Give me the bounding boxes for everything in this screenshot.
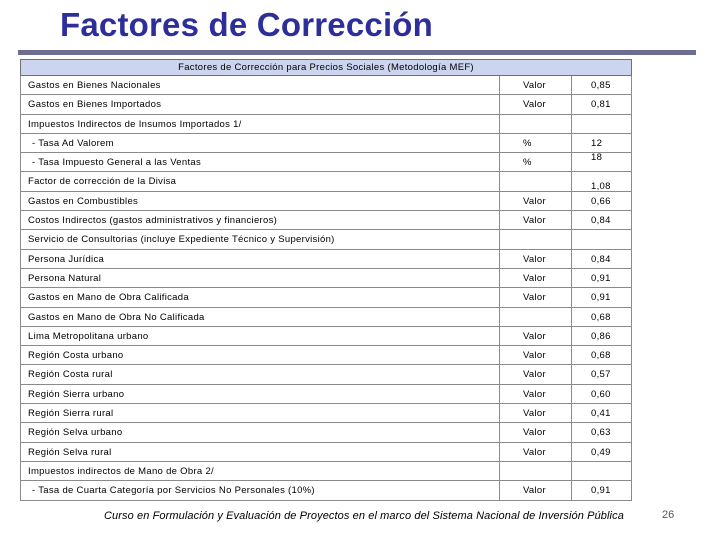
table-row (20, 423, 632, 442)
row-value: 0,68 (591, 350, 611, 362)
row-label: Gastos en Bienes Importados (28, 99, 162, 111)
column-divider (499, 95, 500, 113)
column-divider (499, 134, 500, 152)
row-unit: Valor (523, 253, 546, 265)
row-label: Región Sierra urbano (28, 388, 125, 400)
row-unit: Valor (523, 369, 546, 381)
row-unit: Valor (523, 272, 546, 284)
column-divider (571, 443, 572, 461)
table-row (20, 76, 632, 95)
row-value: 0,91 (591, 292, 611, 304)
column-divider (571, 365, 572, 383)
page-number: 26 (662, 509, 675, 521)
column-divider (499, 346, 500, 364)
course-footer: Curso en Formulación y Evaluación de Proyectos en el marco del Sistema Nacional de Inversión Pública (104, 510, 624, 522)
row-value: 1,08 (591, 181, 611, 193)
row-label: - Tasa Impuesto General a las Ventas (32, 157, 202, 169)
table-row (20, 95, 632, 114)
table-row (20, 288, 632, 307)
row-unit: Valor (523, 350, 546, 362)
column-divider (571, 76, 572, 94)
row-unit: Valor (523, 80, 546, 91)
column-divider (499, 192, 500, 210)
row-label: - Tasa de Cuarta Categoría por Servicios No Personales (10%) (32, 485, 315, 497)
row-label: Persona Jurídica (28, 253, 105, 265)
column-divider (571, 153, 572, 171)
row-label: Región Sierra rural (28, 408, 114, 420)
column-divider (499, 423, 500, 441)
row-label: Gastos en Bienes Nacionales (28, 80, 161, 91)
row-value: 0,85 (591, 80, 611, 91)
row-value: 0,91 (591, 272, 611, 284)
row-value: 0,41 (591, 408, 611, 420)
table-row (20, 308, 632, 327)
column-divider (499, 153, 500, 171)
column-divider (571, 115, 572, 133)
table-row (20, 327, 632, 346)
table-row (20, 385, 632, 404)
table-body (20, 76, 632, 501)
table-row (20, 211, 632, 230)
column-divider (499, 404, 500, 422)
column-divider (571, 211, 572, 229)
column-divider (499, 76, 500, 94)
table-row (20, 230, 632, 249)
row-label: Gastos en Mano de Obra Calificada (28, 292, 189, 304)
row-value: 0,91 (591, 485, 611, 497)
table-row (20, 134, 632, 153)
row-value: 0,63 (591, 427, 611, 439)
column-divider (571, 192, 572, 210)
row-label: Servicio de Consultorias (incluye Expediente Técnico y Supervisión) (28, 234, 335, 246)
row-label: Región Selva rural (28, 446, 112, 458)
column-divider (571, 95, 572, 113)
row-unit: Valor (523, 408, 546, 420)
table-row (20, 250, 632, 269)
row-label: Región Costa rural (28, 369, 113, 381)
column-divider (499, 327, 500, 345)
row-unit: Valor (523, 99, 546, 111)
row-value: 0,86 (591, 330, 611, 342)
row-value: 0,68 (591, 311, 611, 323)
column-divider (571, 230, 572, 248)
row-unit: % (523, 137, 532, 149)
table-row (20, 443, 632, 462)
column-divider (499, 269, 500, 287)
row-value: 0,60 (591, 388, 611, 400)
column-divider (499, 308, 500, 326)
row-unit: Valor (523, 292, 546, 304)
row-value: 0,81 (591, 99, 611, 111)
column-divider (571, 462, 572, 480)
row-label: Gastos en Combustibles (28, 195, 139, 207)
column-divider (571, 385, 572, 403)
column-divider (499, 481, 500, 499)
row-value: 0,84 (591, 253, 611, 265)
row-label: Gastos en Mano de Obra No Calificada (28, 311, 205, 323)
column-divider (571, 172, 572, 190)
row-label: Factor de corrección de la Divisa (28, 176, 177, 188)
column-divider (571, 250, 572, 268)
column-divider (499, 230, 500, 248)
row-value: 0,84 (591, 215, 611, 227)
row-label: Impuestos Indirectos de Insumos Importados 1/ (28, 118, 242, 130)
row-unit: Valor (523, 330, 546, 342)
slide-title: Factores de Corrección (60, 6, 434, 43)
column-divider (499, 172, 500, 190)
correction-factors-table (20, 59, 632, 501)
column-divider (499, 250, 500, 268)
column-divider (571, 288, 572, 306)
table-header: Factores de Corrección para Precios Sociales (Metodología MEF) (20, 59, 632, 76)
table-row (20, 115, 632, 134)
table-row (20, 365, 632, 384)
row-unit: % (523, 157, 532, 169)
column-divider (499, 443, 500, 461)
column-divider (499, 462, 500, 480)
table-row (20, 172, 632, 191)
column-divider (499, 115, 500, 133)
table-row (20, 192, 632, 211)
title-underline (18, 50, 696, 55)
table-row (20, 153, 632, 172)
row-unit: Valor (523, 388, 546, 400)
column-divider (571, 308, 572, 326)
row-unit: Valor (523, 446, 546, 458)
column-divider (499, 288, 500, 306)
column-divider (571, 327, 572, 345)
column-divider (571, 481, 572, 499)
row-value: 12 (591, 137, 603, 149)
row-unit: Valor (523, 215, 546, 227)
row-label: Costos Indirectos (gastos administrativos y financieros) (28, 215, 278, 227)
column-divider (571, 269, 572, 287)
column-divider (571, 423, 572, 441)
row-unit: Valor (523, 427, 546, 439)
row-label: Región Costa urbano (28, 350, 124, 362)
row-unit: Valor (523, 195, 546, 207)
row-value: 0,57 (591, 369, 611, 381)
row-label: Región Selva urbano (28, 427, 123, 439)
column-divider (499, 211, 500, 229)
row-label: Lima Metropolitana urbano (28, 330, 149, 342)
row-value: 0,49 (591, 446, 611, 458)
row-unit: Valor (523, 485, 546, 497)
row-value: 18 (591, 152, 603, 164)
table-row (20, 346, 632, 365)
column-divider (499, 385, 500, 403)
column-divider (571, 346, 572, 364)
column-divider (499, 365, 500, 383)
row-label: Impuestos indirectos de Mano de Obra 2/ (28, 465, 214, 477)
table-row (20, 462, 632, 481)
column-divider (571, 134, 572, 152)
column-divider (571, 404, 572, 422)
row-label: - Tasa Ad Valorem (32, 137, 114, 149)
row-label: Persona Natural (28, 272, 102, 284)
table-row (20, 404, 632, 423)
row-value: 0,66 (591, 195, 611, 207)
table-row (20, 269, 632, 288)
table-row (20, 481, 632, 500)
